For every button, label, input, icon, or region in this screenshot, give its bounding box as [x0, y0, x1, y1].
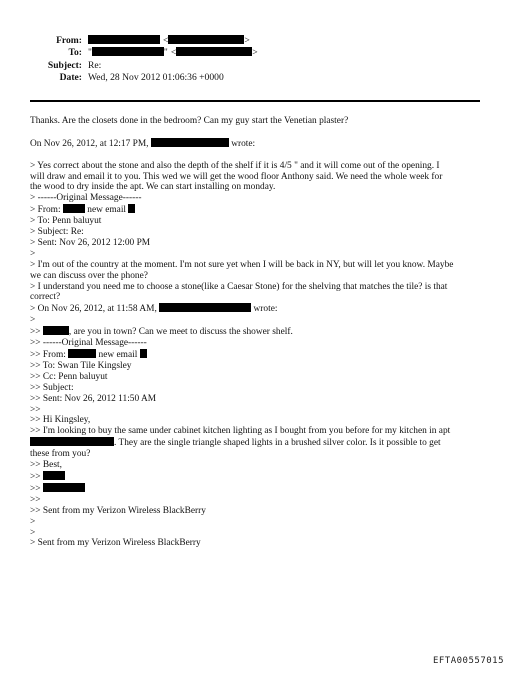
subject-label: Subject: [47, 59, 82, 71]
body-line: we can discuss over the phone? [30, 270, 148, 281]
body-line [30, 204, 482, 216]
body-line: > To: Penn baluyut [30, 216, 102, 227]
to-label: To: [68, 47, 82, 59]
document-id: EFTA00557015 [432, 656, 504, 666]
angle-open: < [163, 35, 169, 46]
redaction-block [43, 326, 69, 335]
body-line: > [30, 248, 36, 259]
body-line: > [30, 527, 36, 538]
quote-mark: " [163, 47, 168, 59]
body-line [30, 437, 482, 449]
email-body [30, 116, 482, 549]
body-line: Thanks. Are the closets done in the bedroom? Can my guy start the Venetian plaster? [30, 116, 349, 126]
redaction-block [92, 47, 164, 56]
body-line: these from you? [30, 449, 91, 460]
from-prefix: >> From: [30, 350, 66, 360]
angle-open: < [170, 47, 177, 59]
body-line: the wood to dry inside the apt. We can start installing on monday. [30, 182, 276, 193]
body-line: > Sent from my Verizon Wireless BlackBerry [30, 538, 201, 549]
from-prefix: > From: [30, 205, 61, 216]
body-line: > I'm out of the country at the moment. I'm not sure yet when I will be back in NY, but will let you know. Maybe [30, 259, 454, 270]
from-new-email: new email [98, 350, 138, 360]
quote-prefix: >> [30, 471, 41, 482]
to-row [30, 47, 258, 59]
header-divider [30, 100, 480, 102]
redaction-block [128, 204, 135, 213]
body-line: >> Subject: [30, 382, 74, 393]
body-line [30, 303, 482, 315]
date-label: Date: [59, 72, 82, 84]
redaction-block [168, 35, 244, 44]
body-line: correct? [30, 292, 61, 303]
body-line [30, 483, 482, 495]
redaction-block [68, 349, 96, 358]
body-line: >> Cc: Penn baluyut [30, 371, 108, 382]
date-row [30, 72, 258, 84]
from-new-email: new email [87, 205, 127, 216]
body-line: will draw and email it to you. This wed we will get the wood floor Anthony said. We need the whole week for [30, 171, 443, 182]
redaction-block [88, 35, 160, 44]
body-line: > Sent: Nov 26, 2012 12:00 PM [30, 237, 151, 248]
body-line: >> Hi Kingsley, [30, 415, 91, 426]
body-line: > Yes correct about the stone and also the depth of the shelf if it is 4/5 " and it will come out of the opening. I [30, 160, 440, 171]
body-line: > [30, 315, 36, 326]
body-line: > Subject: Re: [30, 227, 84, 238]
body-line: >> I'm looking to buy the same under cabinet kitchen lighting as I bought from you before for my kitchen in apt [30, 426, 451, 437]
subject-row [30, 60, 258, 72]
body-line: >> To: Swan Tile Kingsley [30, 360, 132, 371]
body-line: >> Best, [30, 460, 62, 471]
body-line: >> ------Original Message------ [30, 338, 147, 349]
subject-value: Re: [88, 59, 102, 71]
redaction-block [30, 437, 114, 446]
redaction-block [43, 483, 85, 492]
date-value: Wed, 28 Nov 2012 01:06:36 +0000 [88, 72, 224, 84]
angle-close: > [252, 47, 258, 59]
redaction-block [176, 47, 252, 56]
redaction-block [43, 471, 65, 480]
blank-line [30, 127, 482, 138]
body-line: >> [30, 494, 41, 505]
body-line: >> Sent from my Verizon Wireless BlackBerry [30, 505, 206, 516]
body-line: > [30, 516, 36, 527]
body-line [30, 138, 482, 150]
quote-prefix: >> [30, 483, 41, 494]
body-line [30, 471, 482, 483]
redaction-block [140, 349, 147, 358]
redaction-block [151, 138, 229, 147]
email-header [30, 35, 258, 85]
redaction-block [159, 303, 251, 312]
body-fragment: . They are the single triangle shaped lights in a brushed silver color. Is it possible to get [114, 438, 441, 449]
body-line: > I understand you need me to choose a stone(like a Caesar Stone) for the shelving that matches the tile? is that [30, 281, 448, 292]
body-line [30, 326, 482, 338]
reply-wrote: wrote: [253, 304, 278, 315]
from-row [30, 35, 258, 47]
body-line: > ------Original Message------ [30, 193, 142, 204]
quote-prefix: >> [30, 327, 41, 338]
blank-line [30, 150, 482, 161]
from-label: From: [56, 35, 82, 46]
reply-intro: On Nov 26, 2012, at 12:17 PM, [30, 138, 149, 149]
redaction-block [63, 204, 85, 213]
angle-close: > [244, 35, 250, 46]
body-line [30, 349, 482, 361]
reply-wrote: wrote: [231, 138, 256, 149]
quote-mark: " [88, 47, 92, 59]
body-fragment: , are you in town? Can we meet to discuss the shower shelf. [68, 327, 293, 338]
reply-intro: > On Nov 26, 2012, at 11:58 AM, [30, 304, 157, 315]
body-line: >> Sent: Nov 26, 2012 11:50 AM [30, 393, 157, 404]
body-line: >> [30, 404, 41, 415]
